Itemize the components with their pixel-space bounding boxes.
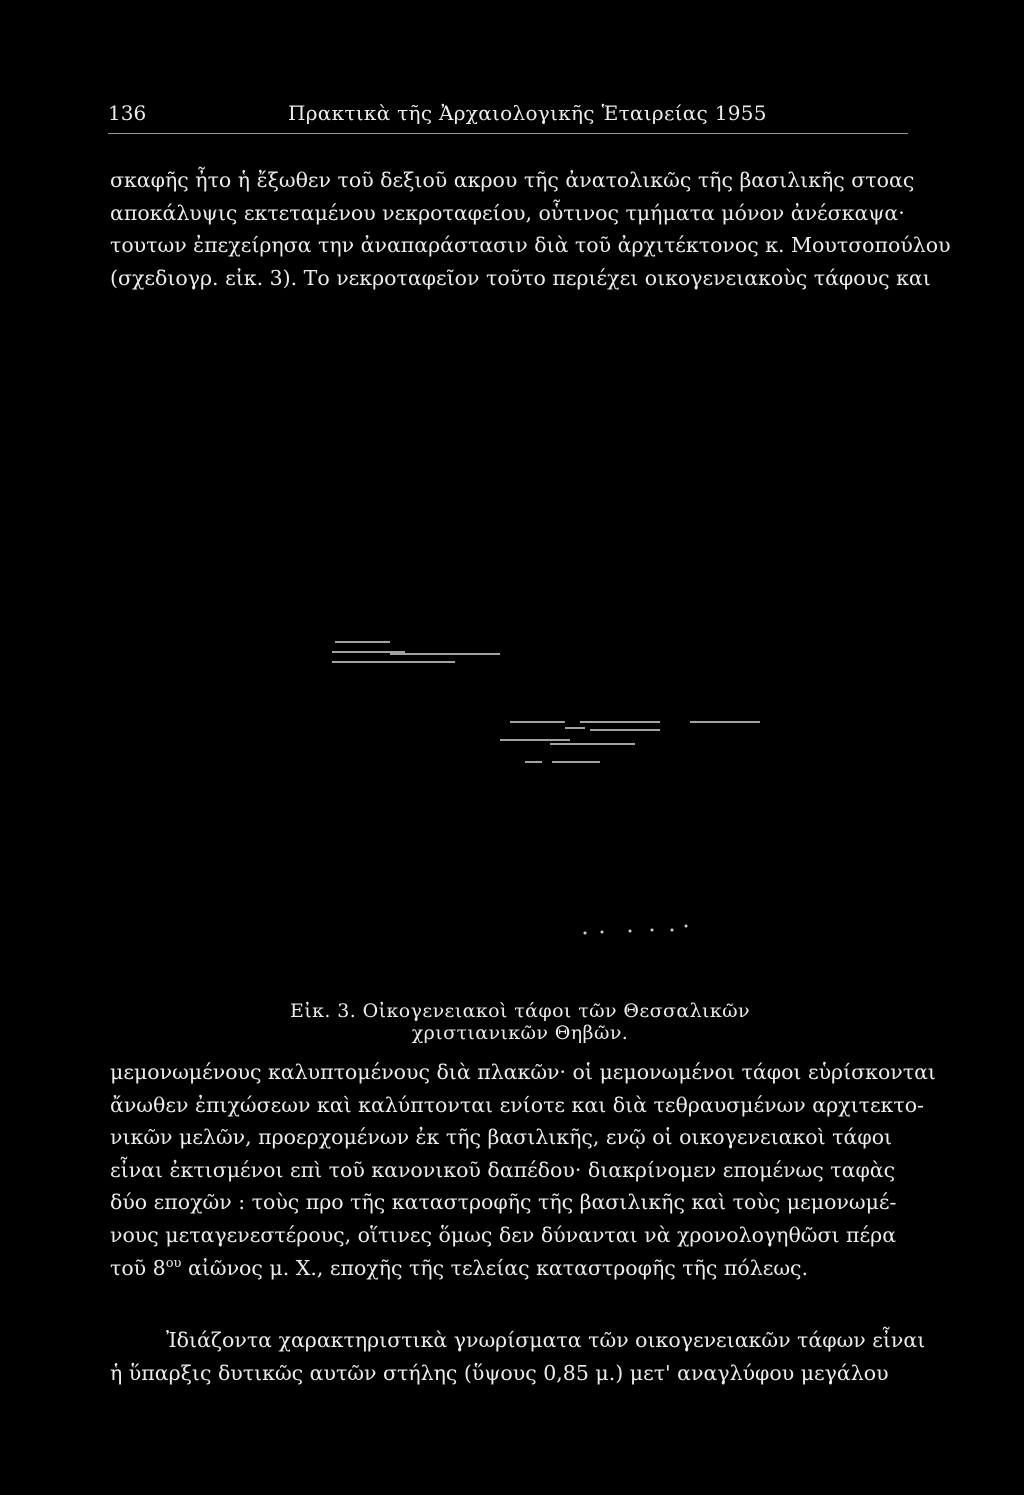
paragraph-3 — [110, 1324, 926, 1389]
figure-caption: Εἰκ. 3. Οἰκογενειακοὶ τάφοι τῶν Θεσσαλικῶν χριστιανικῶν Θηβῶν. — [289, 1000, 751, 1044]
header-rule — [108, 133, 908, 134]
text-line: ἄνωθεν ἐπιχώσεων καὶ καλύπτονται ενίοτε και διὰ τεθραυσμένων αρχιτεκτο- — [110, 1092, 924, 1117]
text-line: σκαφῆς ἦτο ἡ ἔξωθεν τοῦ δεξιοῦ ακρου τῆς ἀνατολικῶς τῆς βασιλικῆς στοας — [110, 168, 915, 192]
text-line: εἶναι ἐκτισμένοι επὶ τοῦ κανονικοῦ δαπέδου· διακρίνομεν επομένως ταφὰς — [110, 1157, 896, 1182]
text-line: νικῶν μελῶν, προερχομένων ἐκ τῆς βασιλικῆς, ενῷ οἱ οικογενειακοὶ τάφοι — [110, 1125, 893, 1150]
figure-line-fragments — [330, 630, 780, 950]
paragraph-1 — [110, 164, 951, 294]
page-header — [108, 101, 908, 131]
text-line: αποκάλυψις εκτεταμένου νεκροταφείου, οὗτινος τμήματα μόνον ἀνέσκαψα· — [110, 200, 905, 225]
text-line: τοῦ $8^{o\upsilon}$ αἰῶνος μ. Χ., εποχῆς τῆς τελείας καταστροφῆς τῆς πόλεως. — [110, 1255, 809, 1280]
page-number: 136 — [108, 101, 147, 125]
text-line: δύο εποχῶν : τοὺς προ τῆς καταστροφῆς τῆς βασιλικῆς καὶ τοὺς μεμονωμέ- — [110, 1190, 897, 1215]
text-line: τουτων ἐπεχείρησα την ἀναπαράστασιν διὰ τοῦ ἀρχιτέκτονος κ. Μουτσοπούλου — [110, 233, 951, 258]
text-line: νους μεταγενεστέρους, οἵτινες ὅμως δεν δύνανται νὰ χρονολογηθῶσι πέρα — [110, 1222, 897, 1247]
text-line: μεμονωμένους καλυπτομένους διὰ πλακῶν· οἱ μεμονωμένοι τάφοι εὑρίσκονται — [110, 1060, 936, 1084]
text-line: (σχεδιογρ. εἰκ. 3). Το νεκροταφεῖον τοῦτο περιέχει οικογενειακοὺς τάφους και — [110, 265, 931, 290]
running-title: Πρακτικὰ τῆς Ἀρχαιολογικῆς Ἑταιρείας 1955 — [288, 101, 767, 125]
paragraph-2 — [110, 1056, 936, 1284]
figure-drawing — [330, 630, 780, 950]
text-line: Ἰδιάζοντα χαρακτηριστικὰ γνωρίσματα τῶν οικογενειακῶν τάφων εἶναι — [166, 1328, 926, 1352]
text-line: ἡ ὕπαρξις δυτικῶς αυτῶν στήλης (ὕψους 0,85 μ.) μετ' αναγλύφου μεγάλου — [110, 1360, 889, 1385]
